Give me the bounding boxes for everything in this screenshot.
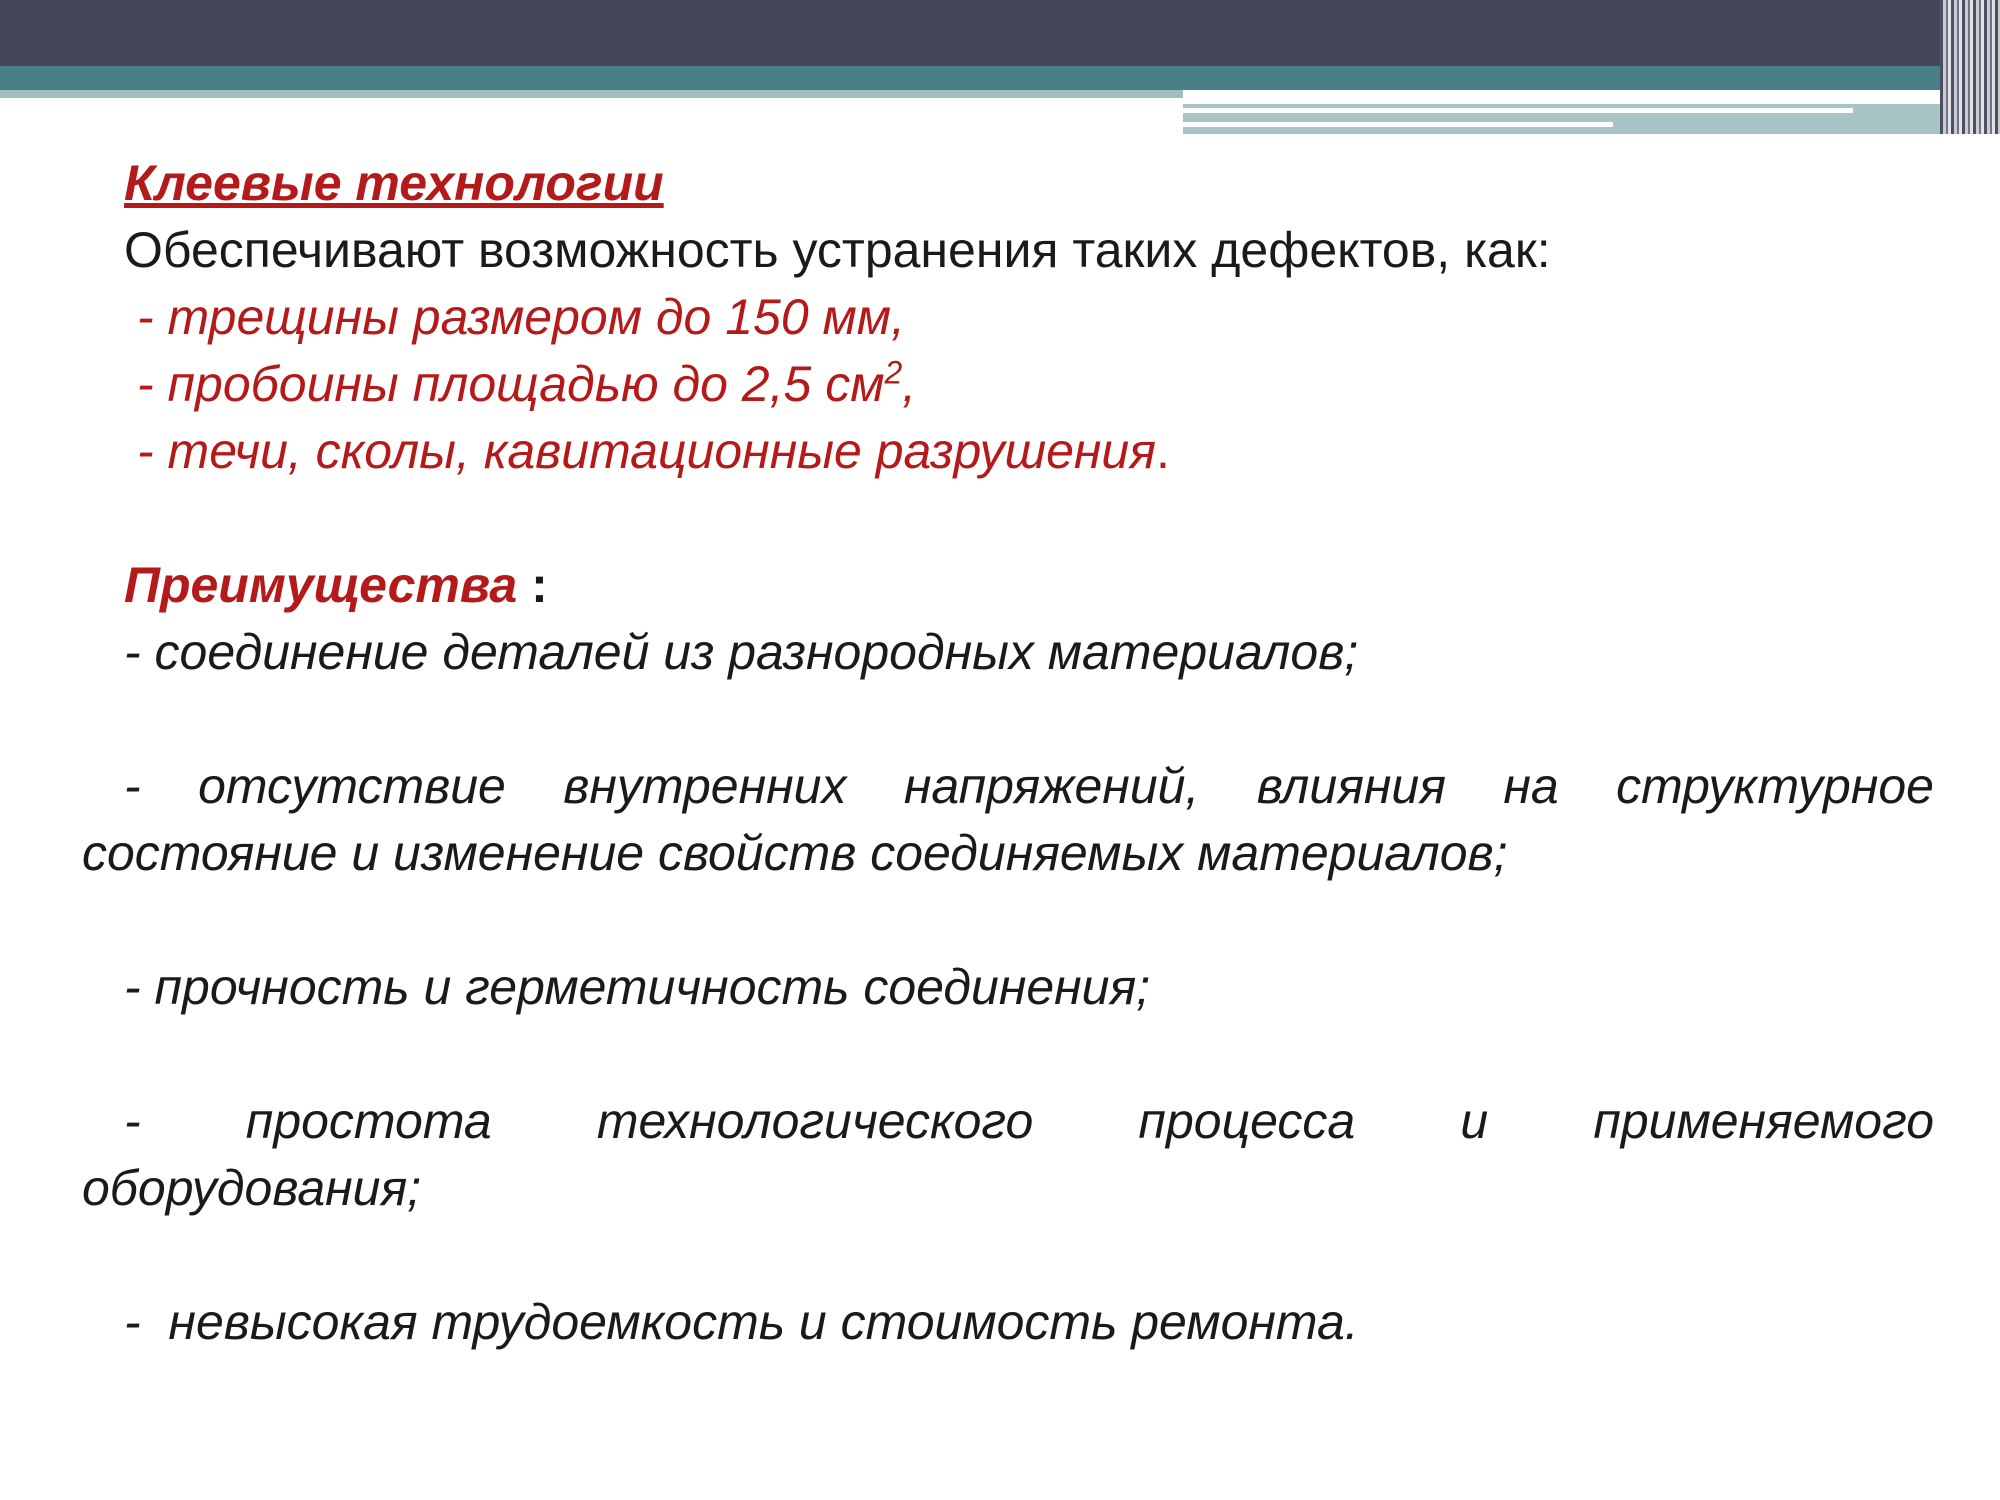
defect-item-3-tail: . [1155,423,1170,479]
advantage-item-2-first-line: - отсутствие внутренних напряжений, влияния на структурное [124,758,1934,814]
defect-item-3 [82,418,1934,485]
advantage-item-2 [82,753,1934,887]
slide-heading: Клеевые технологии [124,155,664,211]
defect-item-2-text: - пробоины площадью до 2,5 см [137,356,885,412]
advantages-heading-line [82,552,1934,619]
defect-item-2 [82,351,1934,418]
advantages-heading: Преимущества [124,557,518,613]
header-bar-light-left [0,90,1183,98]
advantages-colon: : [531,557,548,613]
defect-item-1-text: - трещины размером до 150 мм, [137,289,905,345]
header-accent-line-2 [1183,122,1613,127]
advantage-item-3: - прочность и герметичность соединения; [124,959,1151,1015]
header-stripes [1940,0,2000,134]
header-bar-dark [0,0,1940,66]
advantage-item-1: - соединение деталей из разнородных материалов; [124,624,1359,680]
slide-body [82,150,1934,1356]
advantage-item-5: - невысокая трудоемкость и стоимость ремонта. [124,1294,1359,1350]
advantage-item-4-first-line: - простота технологического процесса и применяемого [124,1093,1934,1149]
defect-item-2-sup: 2 [884,354,903,391]
advantage-item-4-rest: оборудования; [82,1160,422,1216]
spacer [82,887,1934,954]
defect-item-3-text: - течи, сколы, кавитационные разрушения [137,423,1156,479]
header-accent-line [1183,108,1853,113]
defect-item-1 [82,284,1934,351]
header-gap [1183,90,1940,104]
spacer [82,1021,1934,1088]
spacer [82,485,1934,552]
spacer [82,686,1934,753]
intro-text: Обеспечивают возможность устранения таких дефектов, как: [124,222,1551,278]
header-bar-teal [0,66,1940,90]
advantage-item-2-rest: состояние и изменение свойств соединяемых материалов; [82,825,1508,881]
defect-item-2-tail: , [902,356,917,412]
spacer [82,1222,1934,1289]
advantage-item-4 [82,1088,1934,1222]
